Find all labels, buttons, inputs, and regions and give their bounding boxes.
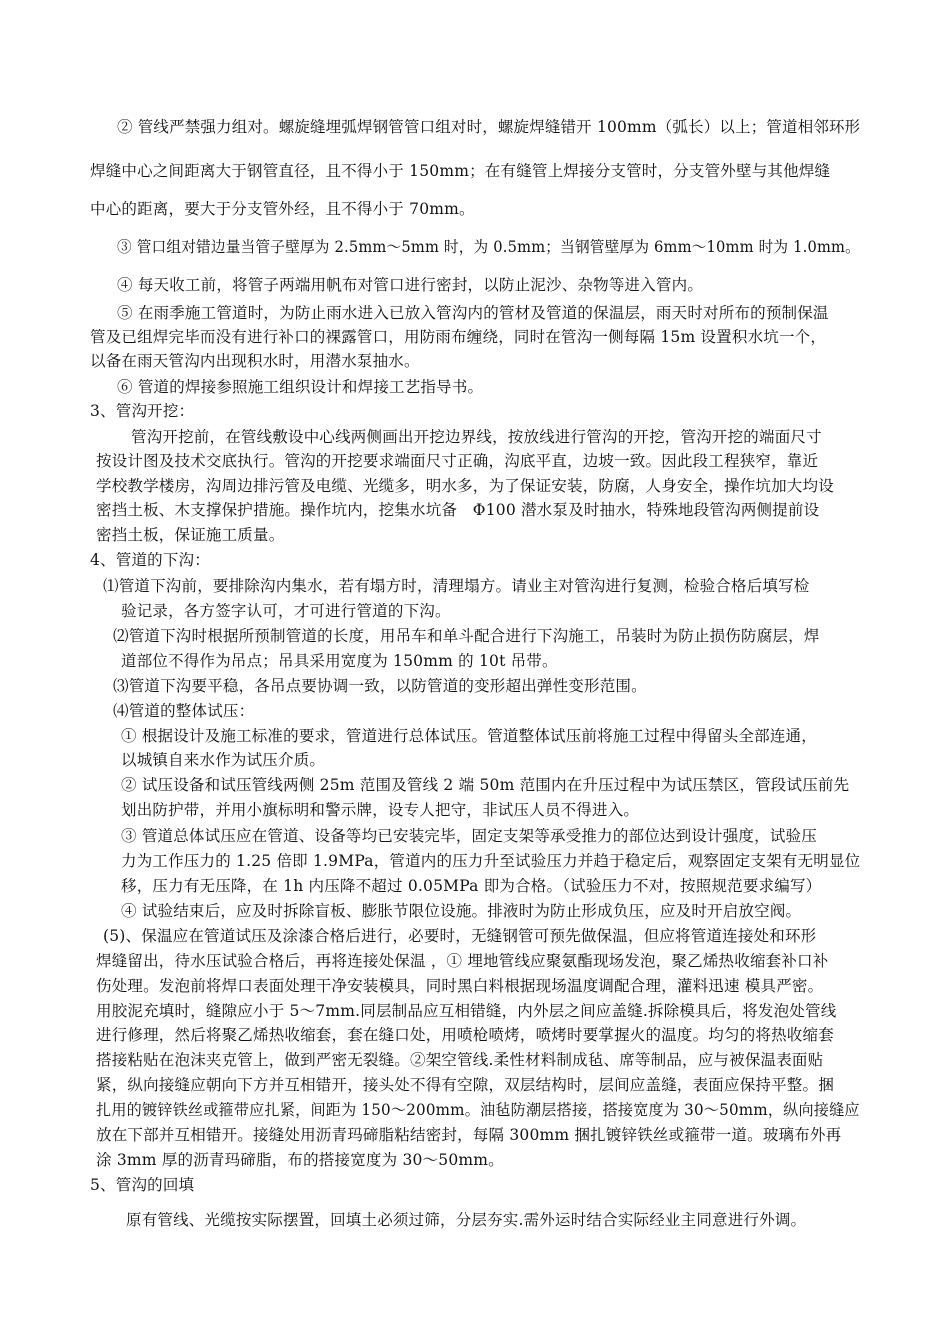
text-line: ① 根据设计及施工标准的要求，管道进行总体试压。管道整体试压前将施工过程中得留头全部连通， [121, 727, 817, 745]
text-line: 力为工作压力的 1.25 倍即 1.9MPa，管道内的压力升至试验压力并趋于稳定后，观察固定支架有无明显位 [121, 852, 861, 870]
text-line: 道部位不得作为吊点；吊具采用宽度为 150mm 的 10t 吊带。 [121, 652, 558, 670]
text-line: 放在下部并互相错开。接缝处用沥青玛碲脂粘结密封，每隔 300mm 捆扎镀锌铁丝或箍带一道。玻璃布外再 [96, 1126, 842, 1144]
text-line: 以城镇自来水作为试压介质。 [121, 751, 326, 769]
text-line: 涂 3mm 厚的沥青玛碲脂，布的搭接宽度为 30～50mm。 [96, 1151, 504, 1169]
text-line: 原有管线、光缆按实际摆置，回填土必须过筛，分层夯实.需外运时结合实际经业主同意进行外调。 [126, 1211, 807, 1229]
text-line: 学校教学楼房，沟周边排污管及电缆、光缆多，明水多，为了保证安装，防腐，人身安全，操作坑加大均设 [96, 477, 834, 495]
text-line: 验记录，各方签字认可，才可进行管道的下沟。 [121, 602, 451, 620]
text-line: 划出防护带，并用小旗标明和警示牌，设专人把守，非试压人员不得进入。 [121, 801, 640, 819]
text-line: 以备在雨天管沟内出现积水时，用潜水泵抽水。 [90, 352, 420, 370]
text-line: ⑴管道下沟前，要排除沟内集水，若有塌方时，清理塌方。请业主对管沟进行复测，检验合格后填写检 [103, 577, 810, 595]
text-line: 伤处理。发泡前将焊口表面处理干净安装模具，同时黑白料根据现场温度调配合理，灌料迅速 模具严密。 [96, 977, 824, 995]
text-line: 紧，纵向接缝应朝向下方并互相错开，接头处不得有空隙，双层结构时，层间应盖缝，表面应保持平整。捆 [96, 1076, 834, 1094]
text-line: 扎用的镀锌铁丝或箍带应扎紧，间距为 150～200mm。油毡防潮层搭接，搭接宽度为 30～50mm，纵向接缝应 [96, 1101, 860, 1119]
text-line: 用胶泥充填时，缝隙应小于 5～7mm.同层制品应互相错缝，内外层之间应盖缝.拆除模具后，将发泡处管线 [96, 1002, 837, 1020]
text-line: ③ 管道总体试压应在管道、设备等均已安装完毕，固定支架等承受推力的部位达到设计强度，试验压 [121, 827, 817, 845]
text-line: 管及已组焊完毕而没有进行补口的裸露管口，用防雨布缠绕，同时在管沟一侧每隔 15m 设置积水坑一个， [90, 328, 827, 346]
text-line: ⑥ 管道的焊接参照施工组织设计和焊接工艺指导书。 [117, 378, 484, 396]
text-line: ④ 每天收工前，将管子两端用帆布对管口进行密封，以防止泥沙、杂物等进入管内。 [117, 276, 704, 294]
text-line: ② 试压设备和试压管线两侧 25m 范围及管线 2 端 50m 范围内在升压过程中为试压禁区，管段试压前先 [121, 776, 850, 794]
text-line: ⑵管道下沟时根据所预制管道的长度，用吊车和单斗配合进行下沟施工，吊装时为防止损伤防腐层，焊 [113, 627, 820, 645]
text-line: ⑤ 在雨季施工管道时，为防止雨水进入已放入管沟内的管材及管道的保温层，雨天时对所布的预制保温 [117, 304, 829, 322]
section-heading: 5、管沟的回填 [90, 1176, 195, 1194]
text-line: 焊缝中心之间距离大于钢管直径，且不得小于 150mm；在有缝管上焊接分支管时，分支管外壁与其他焊缝 [90, 162, 831, 180]
section-heading: 3、管沟开挖： [90, 402, 195, 420]
text-line: ⑷管道的整体试压： [113, 702, 255, 720]
text-line: 按设计图及技术交底执行。管沟的开挖要求端面尺寸正确，沟底平直，边坡一致。因此段工程狭窄，靠近 [96, 452, 819, 470]
text-line: ⑶管道下沟要平稳，各吊点要协调一致，以防管道的变形超出弹性变形范围。 [113, 677, 647, 695]
text-line: 搭接粘贴在泡沫夹克管上，做到严密无裂缝。②架空管线.柔性材料制成毡、席等制品，应与被保温表面贴 [96, 1051, 824, 1069]
section-heading: 4、管道的下沟： [90, 551, 210, 569]
text-line: 密挡土板，保证施工质量。 [96, 526, 285, 544]
text-line: 中心的距离，要大于分支管外经，且不得小于 70mm。 [90, 200, 475, 218]
text-line: 移，压力有无压降，在 1h 内压降不超过 0.05MPa 即为合格。（试验压力不对，按照规范要求编写） [121, 877, 822, 895]
text-line: 管沟开挖前，在管线敷设中心线两侧画出开挖边界线，按放线进行管沟的开挖，管沟开挖的端面尺寸 [131, 428, 822, 446]
text-line: ② 管线严禁强力组对。螺旋缝埋弧焊钢管管口组对时，螺旋焊缝错开 100mm（弧长）以上；管道相邻环形 [117, 118, 861, 136]
text-line: 密挡土板、木支撑保护措施。操作坑内，挖集水坑备 Φ100 潜水泵及时抽水，特殊地段管沟两侧提前设 [96, 501, 820, 519]
text-line: ④ 试验结束后，应及时拆除盲板、膨胀节限位设施。排液时为防止形成负压，应及时开启放空阀。 [121, 902, 802, 920]
text-line: (5)、保温应在管道试压及涂漆合格后进行，必要时，无缝钢管可预先做保温，但应将管道连接处和环形 [103, 927, 817, 945]
text-line: 焊缝留出，待水压试验合格后，再将连接处保温 ，① 埋地管线应聚氨酯现场发泡，聚乙烯热收缩套补口补 [96, 952, 829, 970]
text-line: 进行修理，然后将聚乙烯热收缩套，套在缝口处，用喷枪喷烤，喷烤时要掌握火的温度。均匀的将热收缩套 [96, 1026, 834, 1044]
text-line: ③ 管口组对错边量当管子壁厚为 2.5mm～5mm 时，为 0.5mm；当钢管壁厚为 6mm～10mm 时为 1.0mm。 [117, 238, 860, 256]
